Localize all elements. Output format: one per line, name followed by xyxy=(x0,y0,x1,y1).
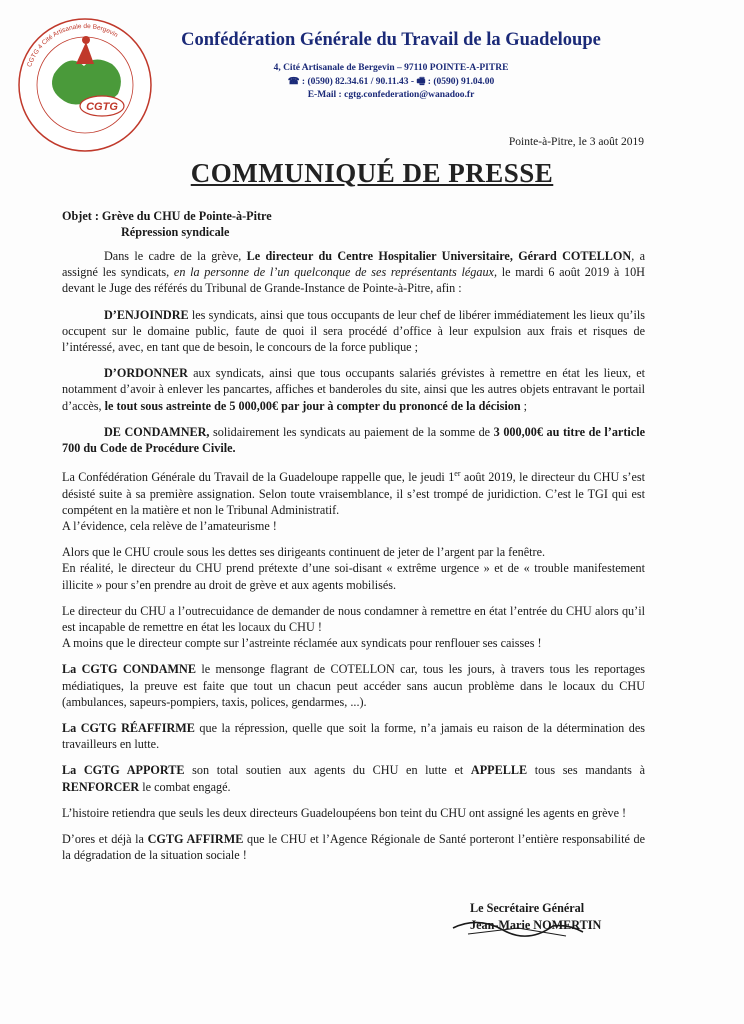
paragraph-4: DE CONDAMNER, solidairement les syndicats au paiement de la somme de 3 000,00€ au titre de l’article 700 du Code de Procédure Civile. xyxy=(62,424,645,456)
org-email: E-Mail : cgtg.confederation@wanadoo.fr xyxy=(307,90,475,100)
signatory-name: Jean-Marie NOMERTIN xyxy=(470,918,602,932)
paragraph-2: D’ENJOINDRE les syndicats, ainsi que tous occupants de leur chef de libérer immédiatement les lieux qu’ils occupent sur le domaine public, faute de quoi il sera procédé d’office à leur expulsion aux frais et risques de l’intéressé, avec, en tant que de besoin, le concours de la force publique ; xyxy=(62,307,645,355)
cgtg-logo xyxy=(14,14,156,156)
org-phones: ☎ : (0590) 82.34.61 / 90.11.43 - 🖷 : (0590) 91.04.00 xyxy=(287,76,495,87)
org-contact-block xyxy=(160,62,622,103)
page-title: COMMUNIQUÉ DE PRESSE xyxy=(190,158,554,188)
paragraph-5: La Confédération Générale du Travail de la Guadeloupe rappelle que, le jeudi 1er août 2019, le directeur du CHU s’est désisté suite à sa première assignation. Selon toute vraisemblance, il s’est trompé de juridiction. C’est le TGI qui est compétent en la matière et non le Tribunal Administratif. A l’évidence, cela relève de l’amateurisme ! xyxy=(62,469,646,533)
paragraph-10: La CGTG APPORTE son total soutien aux agents du CHU en lutte et APPELLE tous ses mandants à RENFORCER le combat engagé. xyxy=(62,763,645,794)
paragraph-6: Alors que le CHU croule sous les dettes ses dirigeants continuent de jeter de l’argent par la fenêtre. En réalité, le directeur du CHU prend prétexte d’une soi-disant « extrême urgence » et de « trouble manifestement illicite » pour s’en prendre au droit de grève et aux agents mobilisés. xyxy=(62,545,645,592)
logo-ring-text: CGTG 4 Cité Artisanale de Bergevin xyxy=(26,22,119,69)
org-name: Confédération Générale du Travail de la Guadeloupe xyxy=(181,30,601,50)
paragraph-3: D’ORDONNER aux syndicats, ainsi que tous occupants salariés grévistes à remettre en état les lieux, et notamment d’avoir à enlever les pancartes, affiches et banderoles du site, ainsi que les autres objets entravant le portail d’accès, le tout sous astreinte de 5 000,00€ par jour à compter du prononcé de la décision ; xyxy=(62,366,645,413)
signatory-role: Le Secrétaire Général xyxy=(470,901,585,915)
paragraph-8: La CGTG CONDAMNE le mensonge flagrant de COTELLON car, tous les jours, à travers tous les reportages médiatiques, la preuve est faite que tout un chacun peut accéder sans aucun problème dans le locaux du CHU (ambulances, sapeurs-pompiers, taxis, polices, gendarmes, ...). xyxy=(62,662,645,709)
subject-line-1: Objet : Grève du CHU de Pointe-à-Pitre xyxy=(62,209,272,223)
paragraph-11: L’histoire retiendra que seuls les deux directeurs Guadeloupéens bon teint du CHU ont assigné les agents en grève ! xyxy=(62,805,627,820)
paragraph-1: Dans le cadre de la grève, Le directeur du Centre Hospitalier Universitaire, Gérard COTELLON, a assigné les syndicats, en la personne de l’un quelconque de ses représentants légaux, le mardi 6 août 2019 à 10H devant le Juge des référés du Tribunal de Grande-Instance de Pointe-à-Pitre, afin : xyxy=(62,249,645,296)
paragraph-7: Le directeur du CHU a l’outrecuidance de demander de nous condamner à remettre en état l’entrée du CHU alors qu’il est incapable de remettre en état les locaux du CHU ! A moins que le directeur compte sur l’astreinte réclamée aux syndicats pour renflouer ses caisses ! xyxy=(62,603,645,651)
paragraph-12: D’ores et déjà la CGTG AFFIRME que le CHU et l’Agence Régionale de Santé porteront l’entière responsabilité de la dégradation de la situation sociale ! xyxy=(62,831,646,863)
subject-block xyxy=(62,208,272,240)
document-date: Pointe-à-Pitre, le 3 août 2019 xyxy=(508,136,644,148)
logo-text: CGTG xyxy=(86,101,118,113)
subject-line-2: Répression syndicale xyxy=(121,225,230,239)
paragraph-9: La CGTG RÉAFFIRME que la répression, quelle que soit la forme, n’a jamais eu raison de la détermination des travailleurs en lutte. xyxy=(62,720,645,752)
document-body xyxy=(62,248,645,873)
org-address: 4, Cité Artisanale de Bergevin – 97110 POINTE-A-PITRE xyxy=(273,63,509,73)
handwritten-signature xyxy=(448,906,588,946)
